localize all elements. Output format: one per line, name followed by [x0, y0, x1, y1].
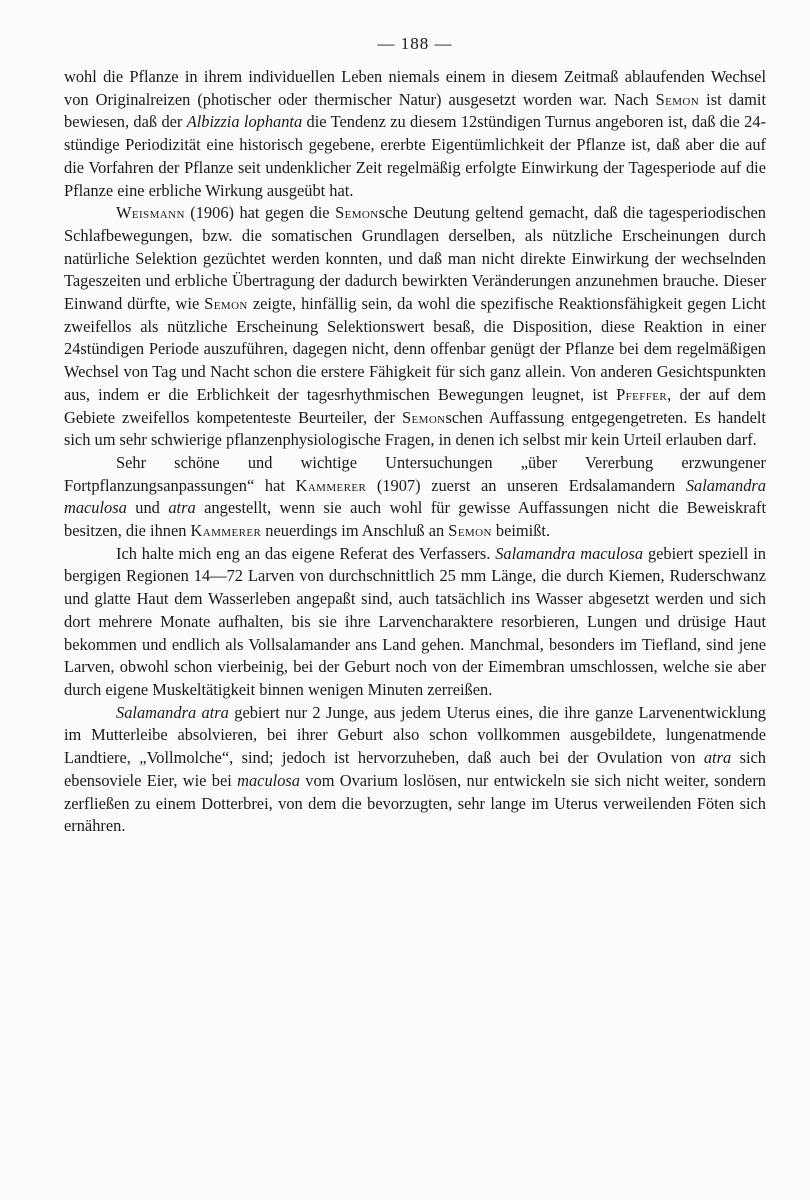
text-run: die Tendenz zu diesem 12stündigen Turnus angeboren ist, daß die 24-stündige Periodizität eine historisch gegebene, ererbte Eigentümlichkeit der Pflanze ist, daß aber die auf die Vorfahren der Pflanze seit undenklicher Zeit regelmäßig erfolgte Einwirkung der Tagesperiode auf die Pflanze eine erbliche Wirkung ausgeübt hat.	[64, 112, 766, 200]
text-run: angestellt, wenn sie auch wohl für gewisse Auffassungen nicht die Beweiskraft besitzen, die ihnen	[64, 498, 767, 541]
text-run: vom Ovarium loslösen, nur entwickeln sie sich nicht weiter, sondern zerfließen zu einem Dotterbrei, von dem die bevorzugten, sehr lange im Uterus verweilenden Föten sich ernähren.	[64, 770, 766, 836]
author-name: Pfeffer	[616, 384, 668, 404]
text-run: sich ebensoviele Eier, wie bei	[64, 748, 766, 790]
italic-term: atra	[168, 498, 196, 518]
italic-term: Salamandra maculosa	[495, 543, 644, 563]
text-run: ist damit bewiesen, daß der	[64, 89, 767, 132]
text-run: neuerdings im Anschluß an	[261, 521, 449, 541]
author-name: Semon	[655, 89, 700, 109]
text-run: (1907) zuerst an unseren Erdsalamandern	[366, 475, 686, 495]
italic-term: Salamandra atra	[116, 702, 229, 722]
italic-term: atra	[703, 748, 732, 768]
author-name: Semon	[448, 521, 492, 541]
page-number: — 188 —	[377, 34, 453, 53]
author-name: Semon	[402, 407, 446, 427]
paragraph	[64, 66, 766, 202]
text-run: und	[126, 498, 169, 518]
text-run: (1906) hat gegen die	[184, 203, 336, 223]
paragraph	[64, 202, 766, 452]
text-run: schen Auffassung entgegengetreten. Es handelt sich um sehr schwierige pflanzenphysiologische Fragen, in denen ich selbst mir kein Urteil erlauben darf.	[64, 407, 766, 450]
paragraph	[64, 702, 766, 838]
text-run: Ich halte mich eng an das eigene Referat des Verfassers.	[116, 543, 496, 563]
author-name: Semon	[204, 294, 248, 314]
author-name: Semon	[335, 203, 379, 223]
text-run: sche Deutung geltend gemacht, daß die tagesperiodischen Schlafbewegungen, bzw. die somatischen Grundlagen derselben, als nützliche Erscheinungen durch natürliche Selektion gezüchtet werden konnten, und daß man nicht direkte Einwirkung der wechselnden Tageszeiten und erbliche Übertragung der dadurch bewirkten Veränderungen anzunehmen brauche. Dieser Einwand dürfte, wie	[64, 203, 766, 314]
text-run: zeigte, hinfällig sein, da wohl die spezifische Reaktionsfähigkeit gegen Licht zweifellos als nützliche Erscheinung Selektionswert besaß, die Disposition, diese Reaktion in einer 24stündigen Periode auszuführen, dagegen nicht, denn offenbar genügt der Pflanze bei dem regelmäßigen Wechsel von Tag und Nacht schon die erstere Fähigkeit für sich ganz allein. Von anderen Gesichtspunkten aus, indem er die Erblichkeit der tagesrhythmischen Bewegungen leugnet, ist	[64, 294, 766, 404]
italic-term: Salamandra maculosa	[64, 475, 766, 518]
italic-term: Albizzia lophanta	[186, 112, 303, 132]
author-name: Weismann	[116, 203, 185, 223]
italic-term: maculosa	[237, 770, 300, 790]
text-run: wohl die Pflanze in ihrem individuellen Leben niemals einem in diesem Zeitmaß ablaufenden Wechsel von Originalreizen (photischer oder thermischer Natur) ausgesetzt worden war. Nach	[64, 67, 766, 109]
text-run: gebiert nur 2 Junge, aus jedem Uterus eines, die ihre ganze Larvenentwicklung im Mutterleibe absolvieren, bei ihrer Geburt also schon vollkommen ausgebildete, lungenatmende Landtiere, „Vollmolche“, sind; jedoch ist hervorzuheben, daß auch bei der Ovulation von	[64, 702, 766, 768]
author-name: Kammerer	[190, 521, 262, 541]
text-run: Sehr schöne und wichtige Untersuchungen „über Vererbung erzwungener Fortpflanzungsanpassungen“ hat	[64, 452, 766, 495]
author-name: Kammerer	[295, 475, 367, 495]
paragraph	[64, 543, 766, 702]
text-run: gebiert speziell in bergigen Regionen 14—72 Larven von durchschnittlich 25 mm Länge, die durch Kiemen, Ruderschwanz und glatte Haut dem Wasserleben angepaßt sind, auch tatsächlich ins Wasser abgesetzt werden und sich dort mehrere Monate aufhalten, bis sie ihre Larvencharaktere resorbieren, Lungen und drüsige Haut bekommen und endlich als Vollsalamander ans Land gehen. Manchmal, besonders im Tiefland, sind jene Larven, obwohl schon vierbeinig, bei der Geburt noch von der Eimembran umschlossen, welche sie aber durch eigene Muskeltätigkeit binnen wenigen Minuten zerreißen.	[64, 543, 767, 699]
paragraph	[64, 452, 766, 543]
text-run: , der auf dem Gebiete zweifellos kompetenteste Beurteiler, der	[64, 384, 767, 427]
text-run: beimißt.	[491, 521, 551, 541]
body-text	[64, 66, 766, 838]
